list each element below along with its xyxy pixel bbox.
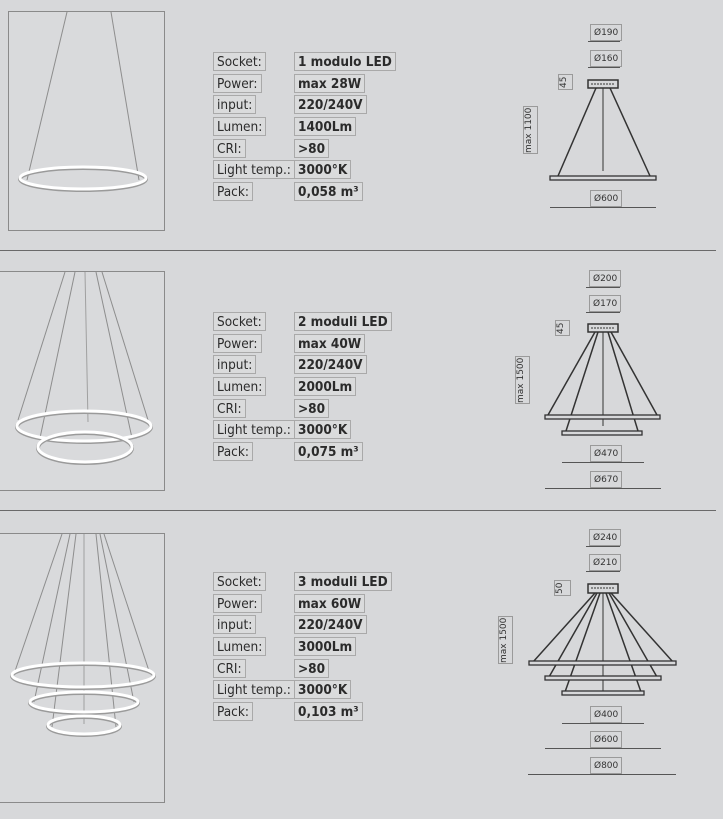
fixture-drawing [540,76,670,186]
dim-line [586,312,620,313]
spec-label-input: input: [213,615,256,634]
dim-max-height: max 1500 [498,616,513,664]
spec-label-power: Power: [213,334,262,353]
spec-label-socket: Socket: [213,52,266,71]
section-divider [0,510,716,511]
fixture-drawing [525,580,680,700]
spec-value-socket: 1 modulo LED [294,52,396,71]
spec-label-pack: Pack: [213,182,253,201]
dim-top-inner: Ø210 [589,554,621,571]
dim-line [562,462,644,463]
spec-label-cri: CRI: [213,659,246,678]
dim-line [545,748,661,749]
spec-label-pack: Pack: [213,442,253,461]
spec-value-light-temp: 3000°K [294,680,351,699]
dim-line [586,571,620,572]
spec-value-lumen: 2000Lm [294,377,356,396]
fixture-drawing [540,320,665,440]
spec-label-power: Power: [213,594,262,613]
spec-value-lumen: 1400Lm [294,117,356,136]
product-photo-2-rings [0,271,165,491]
spec-label-cri: CRI: [213,139,246,158]
product-photo-3-rings [0,533,165,803]
dim-line [545,488,661,489]
dim-canopy-height: 45 [558,74,573,90]
spec-value-light-temp: 3000°K [294,420,351,439]
spec-value-socket: 2 moduli LED [294,312,392,331]
dim-ring-diameter: Ø600 [590,190,622,207]
product-photo-1-ring [8,11,165,231]
spec-value-light-temp: 3000°K [294,160,351,179]
dim-top-outer: Ø190 [590,24,622,41]
dim-line [550,207,656,208]
spec-label-lumen: Lumen: [213,637,266,656]
spec-value-input: 220/240V [294,355,367,374]
spec-label-cri: CRI: [213,399,246,418]
dim-ring-diameter: Ø670 [590,471,622,488]
spec-value-power: max 60W [294,594,365,613]
dim-max-height: max 1500 [515,356,530,404]
dim-line [586,287,620,288]
dim-canopy-height: 50 [554,580,571,596]
dim-ring-diameter: Ø400 [590,706,622,723]
dim-top-inner: Ø170 [589,295,621,312]
dim-canopy-height: 45 [555,320,570,336]
dim-ring-diameter: Ø470 [590,445,622,462]
dim-ring-diameter: Ø800 [590,757,622,774]
spec-label-lumen: Lumen: [213,117,266,136]
section-divider [0,250,716,251]
spec-value-lumen: 3000Lm [294,637,356,656]
spec-value-pack: 0,058 m³ [294,182,363,201]
spec-value-power: max 28W [294,74,365,93]
dim-line [588,41,620,42]
spec-label-input: input: [213,355,256,374]
spec-value-cri: >80 [294,659,329,678]
dim-ring-diameter: Ø600 [590,731,622,748]
spec-label-light-temp: Light temp.: [213,680,295,699]
spec-label-light-temp: Light temp.: [213,160,295,179]
spec-value-input: 220/240V [294,95,367,114]
spec-label-socket: Socket: [213,572,266,591]
dim-top-inner: Ø160 [590,50,622,67]
dim-max-height: max 1100 [523,106,538,154]
dim-top-outer: Ø200 [589,270,621,287]
spec-label-socket: Socket: [213,312,266,331]
spec-value-socket: 3 moduli LED [294,572,392,591]
spec-label-pack: Pack: [213,702,253,721]
spec-label-lumen: Lumen: [213,377,266,396]
spec-value-input: 220/240V [294,615,367,634]
dim-line [528,774,676,775]
dim-top-outer: Ø240 [589,529,621,546]
dim-line [562,723,644,724]
dim-line [586,546,620,547]
spec-label-light-temp: Light temp.: [213,420,295,439]
spec-label-power: Power: [213,74,262,93]
spec-value-power: max 40W [294,334,365,353]
spec-value-pack: 0,075 m³ [294,442,363,461]
spec-value-cri: >80 [294,399,329,418]
spec-value-pack: 0,103 m³ [294,702,363,721]
dim-line [588,67,620,68]
spec-value-cri: >80 [294,139,329,158]
spec-label-input: input: [213,95,256,114]
